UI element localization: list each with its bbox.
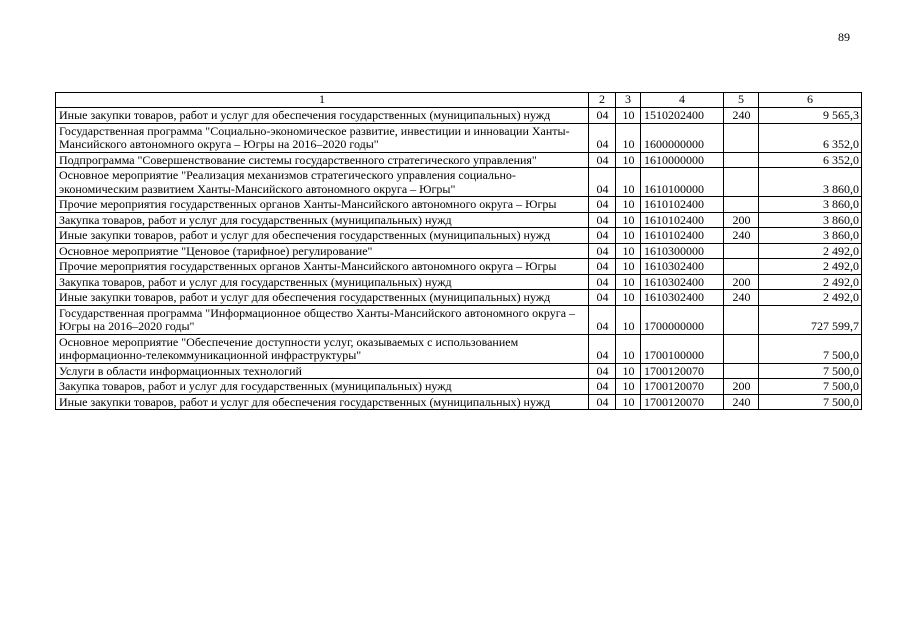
row-expense-type-cell: 200 [724, 212, 759, 228]
row-section-cell: 04 [589, 394, 616, 410]
row-amount-cell: 7 500,0 [759, 379, 862, 395]
row-name-cell: Иные закупки товаров, работ и услуг для обеспечения государственных (муниципальных) нужд [56, 394, 589, 410]
budget-table [55, 92, 862, 410]
page-number: 89 [838, 30, 850, 44]
table-row [56, 305, 862, 334]
row-subsection-cell: 10 [616, 259, 641, 275]
column-header: 5 [724, 93, 759, 108]
row-amount-cell: 2 492,0 [759, 259, 862, 275]
row-subsection-cell: 10 [616, 274, 641, 290]
row-name-cell: Прочие мероприятия государственных органов Ханты-Мансийского автономного округа – Югры [56, 197, 589, 213]
row-section-cell: 04 [589, 123, 616, 152]
row-expense-type-cell [724, 305, 759, 334]
row-section-cell: 04 [589, 379, 616, 395]
row-amount-cell: 2 492,0 [759, 290, 862, 306]
row-section-cell: 04 [589, 305, 616, 334]
table-row [56, 334, 862, 363]
row-section-cell: 04 [589, 152, 616, 168]
row-subsection-cell: 10 [616, 197, 641, 213]
row-subsection-cell: 10 [616, 152, 641, 168]
row-target-article-cell: 1700120070 [641, 394, 724, 410]
row-name-cell: Закупка товаров, работ и услуг для государственных (муниципальных) нужд [56, 212, 589, 228]
row-subsection-cell: 10 [616, 379, 641, 395]
row-target-article-cell: 1610102400 [641, 212, 724, 228]
row-target-article-cell: 1610000000 [641, 152, 724, 168]
row-target-article-cell: 1700120070 [641, 379, 724, 395]
table-row [56, 228, 862, 244]
table-row [56, 108, 862, 124]
table-row [56, 212, 862, 228]
row-subsection-cell: 10 [616, 212, 641, 228]
row-section-cell: 04 [589, 228, 616, 244]
table-row [56, 363, 862, 379]
table-row [56, 152, 862, 168]
row-amount-cell: 6 352,0 [759, 152, 862, 168]
row-expense-type-cell [724, 123, 759, 152]
row-section-cell: 04 [589, 259, 616, 275]
row-section-cell: 04 [589, 363, 616, 379]
row-section-cell: 04 [589, 334, 616, 363]
row-name-cell: Государственная программа "Информационное общество Ханты-Мансийского автономного округа – Югры на 2016–2020 годы" [56, 305, 589, 334]
column-header: 2 [589, 93, 616, 108]
table-row [56, 123, 862, 152]
row-expense-type-cell [724, 152, 759, 168]
row-expense-type-cell: 240 [724, 108, 759, 124]
row-amount-cell: 3 860,0 [759, 212, 862, 228]
column-header: 1 [56, 93, 589, 108]
row-expense-type-cell [724, 168, 759, 197]
row-subsection-cell: 10 [616, 243, 641, 259]
row-name-cell: Закупка товаров, работ и услуг для государственных (муниципальных) нужд [56, 274, 589, 290]
column-header: 4 [641, 93, 724, 108]
row-expense-type-cell: 240 [724, 394, 759, 410]
row-target-article-cell: 1610300000 [641, 243, 724, 259]
row-target-article-cell: 1610302400 [641, 259, 724, 275]
row-section-cell: 04 [589, 243, 616, 259]
row-name-cell: Услуги в области информационных технологий [56, 363, 589, 379]
table-row [56, 290, 862, 306]
row-name-cell: Закупка товаров, работ и услуг для государственных (муниципальных) нужд [56, 379, 589, 395]
row-subsection-cell: 10 [616, 334, 641, 363]
table-row [56, 243, 862, 259]
row-expense-type-cell [724, 334, 759, 363]
row-amount-cell: 7 500,0 [759, 363, 862, 379]
row-subsection-cell: 10 [616, 290, 641, 306]
row-amount-cell: 3 860,0 [759, 228, 862, 244]
row-expense-type-cell: 240 [724, 228, 759, 244]
column-header: 3 [616, 93, 641, 108]
row-subsection-cell: 10 [616, 123, 641, 152]
row-name-cell: Иные закупки товаров, работ и услуг для обеспечения государственных (муниципальных) нужд [56, 290, 589, 306]
row-name-cell: Иные закупки товаров, работ и услуг для обеспечения государственных (муниципальных) нужд [56, 108, 589, 124]
row-amount-cell: 7 500,0 [759, 394, 862, 410]
row-target-article-cell: 1600000000 [641, 123, 724, 152]
row-amount-cell: 727 599,7 [759, 305, 862, 334]
row-amount-cell: 7 500,0 [759, 334, 862, 363]
row-subsection-cell: 10 [616, 228, 641, 244]
column-header: 6 [759, 93, 862, 108]
row-name-cell: Иные закупки товаров, работ и услуг для обеспечения государственных (муниципальных) нужд [56, 228, 589, 244]
row-amount-cell: 3 860,0 [759, 168, 862, 197]
row-target-article-cell: 1700000000 [641, 305, 724, 334]
row-expense-type-cell [724, 197, 759, 213]
row-target-article-cell: 1610302400 [641, 274, 724, 290]
row-target-article-cell: 1510202400 [641, 108, 724, 124]
row-subsection-cell: 10 [616, 305, 641, 334]
row-subsection-cell: 10 [616, 394, 641, 410]
row-amount-cell: 2 492,0 [759, 274, 862, 290]
row-amount-cell: 9 565,3 [759, 108, 862, 124]
row-target-article-cell: 1610302400 [641, 290, 724, 306]
row-amount-cell: 3 860,0 [759, 197, 862, 213]
table-row [56, 197, 862, 213]
row-subsection-cell: 10 [616, 363, 641, 379]
row-name-cell: Основное мероприятие "Ценовое (тарифное) регулирование" [56, 243, 589, 259]
row-target-article-cell: 1610100000 [641, 168, 724, 197]
row-amount-cell: 6 352,0 [759, 123, 862, 152]
row-expense-type-cell [724, 259, 759, 275]
row-name-cell: Подпрограмма "Совершенствование системы государственного стратегического управления" [56, 152, 589, 168]
table-row [56, 379, 862, 395]
row-expense-type-cell: 200 [724, 274, 759, 290]
row-expense-type-cell: 240 [724, 290, 759, 306]
row-amount-cell: 2 492,0 [759, 243, 862, 259]
row-target-article-cell: 1610102400 [641, 228, 724, 244]
table-header-row [56, 93, 862, 108]
row-name-cell: Основное мероприятие "Обеспечение доступности услуг, оказываемых с использованием информационно-телекоммуникационной инфраструктуры" [56, 334, 589, 363]
table-row [56, 394, 862, 410]
row-section-cell: 04 [589, 108, 616, 124]
row-subsection-cell: 10 [616, 168, 641, 197]
table-row [56, 274, 862, 290]
row-name-cell: Прочие мероприятия государственных органов Ханты-Мансийского автономного округа – Югры [56, 259, 589, 275]
row-section-cell: 04 [589, 212, 616, 228]
row-target-article-cell: 1610102400 [641, 197, 724, 213]
row-target-article-cell: 1700120070 [641, 363, 724, 379]
row-subsection-cell: 10 [616, 108, 641, 124]
row-expense-type-cell: 200 [724, 379, 759, 395]
row-section-cell: 04 [589, 274, 616, 290]
row-name-cell: Основное мероприятие "Реализация механизмов стратегического управления социально-экономическим развитием Ханты-Мансийского автономного округа – Югры" [56, 168, 589, 197]
row-section-cell: 04 [589, 168, 616, 197]
table-row [56, 259, 862, 275]
row-name-cell: Государственная программа "Социально-экономическое развитие, инвестиции и инновации Ханты-Мансийского автономного округа – Югры на 2016–2020 годы" [56, 123, 589, 152]
row-section-cell: 04 [589, 290, 616, 306]
row-expense-type-cell [724, 243, 759, 259]
row-expense-type-cell [724, 363, 759, 379]
row-target-article-cell: 1700100000 [641, 334, 724, 363]
table-row [56, 168, 862, 197]
row-section-cell: 04 [589, 197, 616, 213]
